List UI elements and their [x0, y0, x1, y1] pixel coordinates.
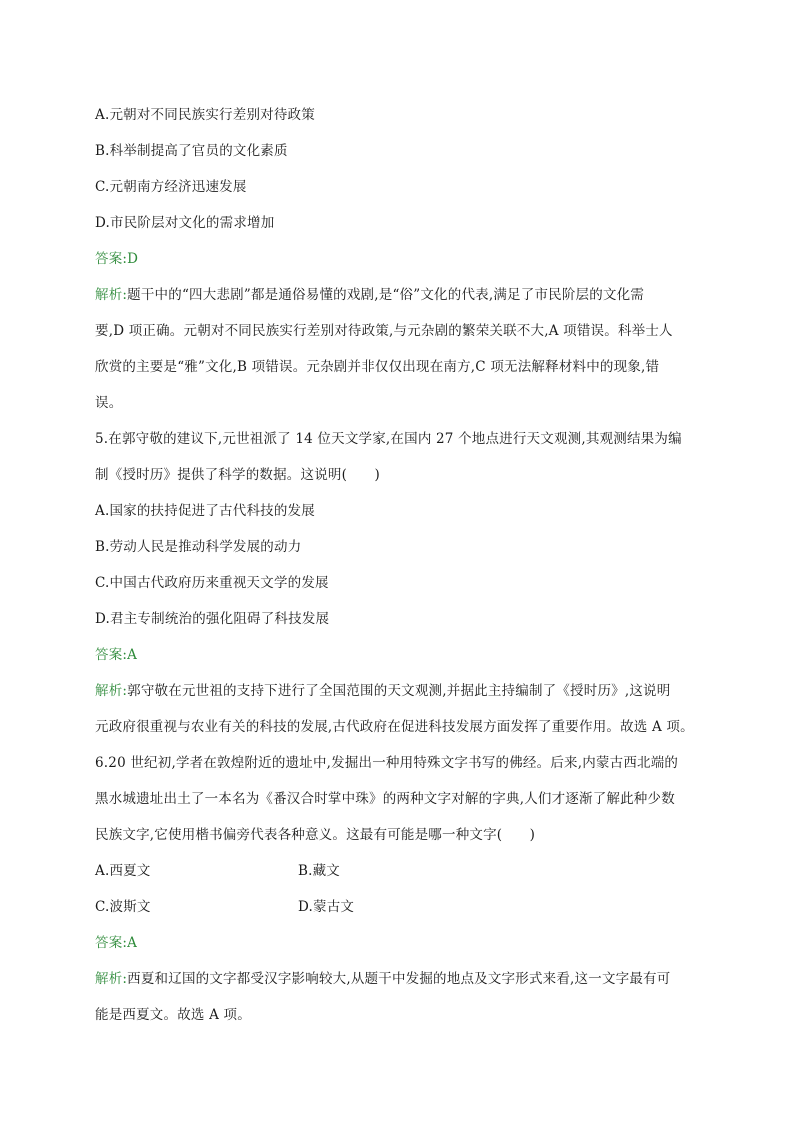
q5-option-b: B.劳动人民是推动科学发展的动力 [95, 539, 302, 555]
q5-analysis-text-1: 郭守敬在元世祖的支持下进行了全国范围的天文观测,并据此主持编制了《授时历》,这说明 [127, 683, 671, 699]
q5-option-a: A.国家的扶持促进了古代科技的发展 [95, 503, 315, 519]
q6-analysis-line-1 [95, 970, 670, 988]
q6-option-d: D.蒙古文 [298, 899, 355, 915]
q4-analysis-label: 解析: [95, 287, 128, 303]
q6-option-c: C.波斯文 [95, 899, 151, 915]
q5-option-c: C.中国古代政府历来重视天文学的发展 [95, 575, 329, 591]
q6-option-b: B.藏文 [298, 863, 341, 879]
q6-option-a: A.西夏文 [95, 863, 151, 879]
q6-answer: 答案:A [95, 935, 138, 951]
q6-analysis-text-1: 西夏和辽国的文字都受汉字影响较大,从题干中发掘的地点及文字形式来看,这一文字最有可 [127, 971, 671, 987]
q5-analysis-line-1 [95, 682, 670, 700]
q5-stem-line-2: 制《授时历》提供了科学的数据。这说明( ) [95, 467, 380, 483]
q6-stem-line-3: 民族文字,它使用楷书偏旁代表各种意义。这最有可能是哪一种文字( ) [95, 827, 536, 843]
q6-analysis-line-2: 能是西夏文。故选 A 项。 [95, 1007, 251, 1023]
q5-option-d: D.君主专制统治的强化阻碍了科技发展 [95, 611, 330, 627]
q4-option-a: A.元朝对不同民族实行差别对待政策 [95, 107, 315, 123]
q4-analysis-line-1 [95, 286, 644, 304]
q4-analysis-line-4: 误。 [95, 395, 123, 411]
q4-analysis-text-1: 题干中的“四大悲剧”都是通俗易懂的戏剧,是“俗”文化的代表,满足了市民阶层的文化需 [127, 287, 645, 303]
q6-analysis-label: 解析: [95, 971, 128, 987]
q5-answer: 答案:A [95, 647, 138, 663]
q6-options-row-1 [95, 862, 341, 880]
q6-stem-line-2: 黑水城遗址出土了一本名为《番汉合时掌中珠》的两种文字对解的字典,人们才逐渐了解此种少数 [95, 791, 675, 807]
q4-option-b: B.科举制提高了官员的文化素质 [95, 143, 288, 159]
q4-analysis-line-2: 要,D 项正确。元朝对不同民族实行差别对待政策,与元杂剧的繁荣关联不大,A 项错误。科举士人 [95, 323, 673, 339]
q6-stem-line-1: 6.20 世纪初,学者在敦煌附近的遗址中,发掘出一种用特殊文字书写的佛经。后来,内蒙古西北端的 [95, 755, 679, 771]
q4-option-d: D.市民阶层对文化的需求增加 [95, 215, 275, 231]
q5-stem-line-1: 5.在郭守敬的建议下,元世祖派了 14 位天文学家,在国内 27 个地点进行天文观测,其观测结果为编 [95, 431, 682, 447]
q4-answer: 答案:D [95, 251, 139, 267]
q6-options-row-2 [95, 898, 355, 916]
q5-analysis-label: 解析: [95, 683, 128, 699]
q4-analysis-line-3: 欣赏的主要是“雅”文化,B 项错误。元杂剧并非仅仅出现在南方,C 项无法解释材料中的现象,错 [95, 359, 660, 375]
q4-option-c: C.元朝南方经济迅速发展 [95, 179, 247, 195]
q5-analysis-line-2: 元政府很重视与农业有关的科技的发展,古代政府在促进科技发展方面发挥了重要作用。故选 A 项。 [95, 719, 694, 735]
